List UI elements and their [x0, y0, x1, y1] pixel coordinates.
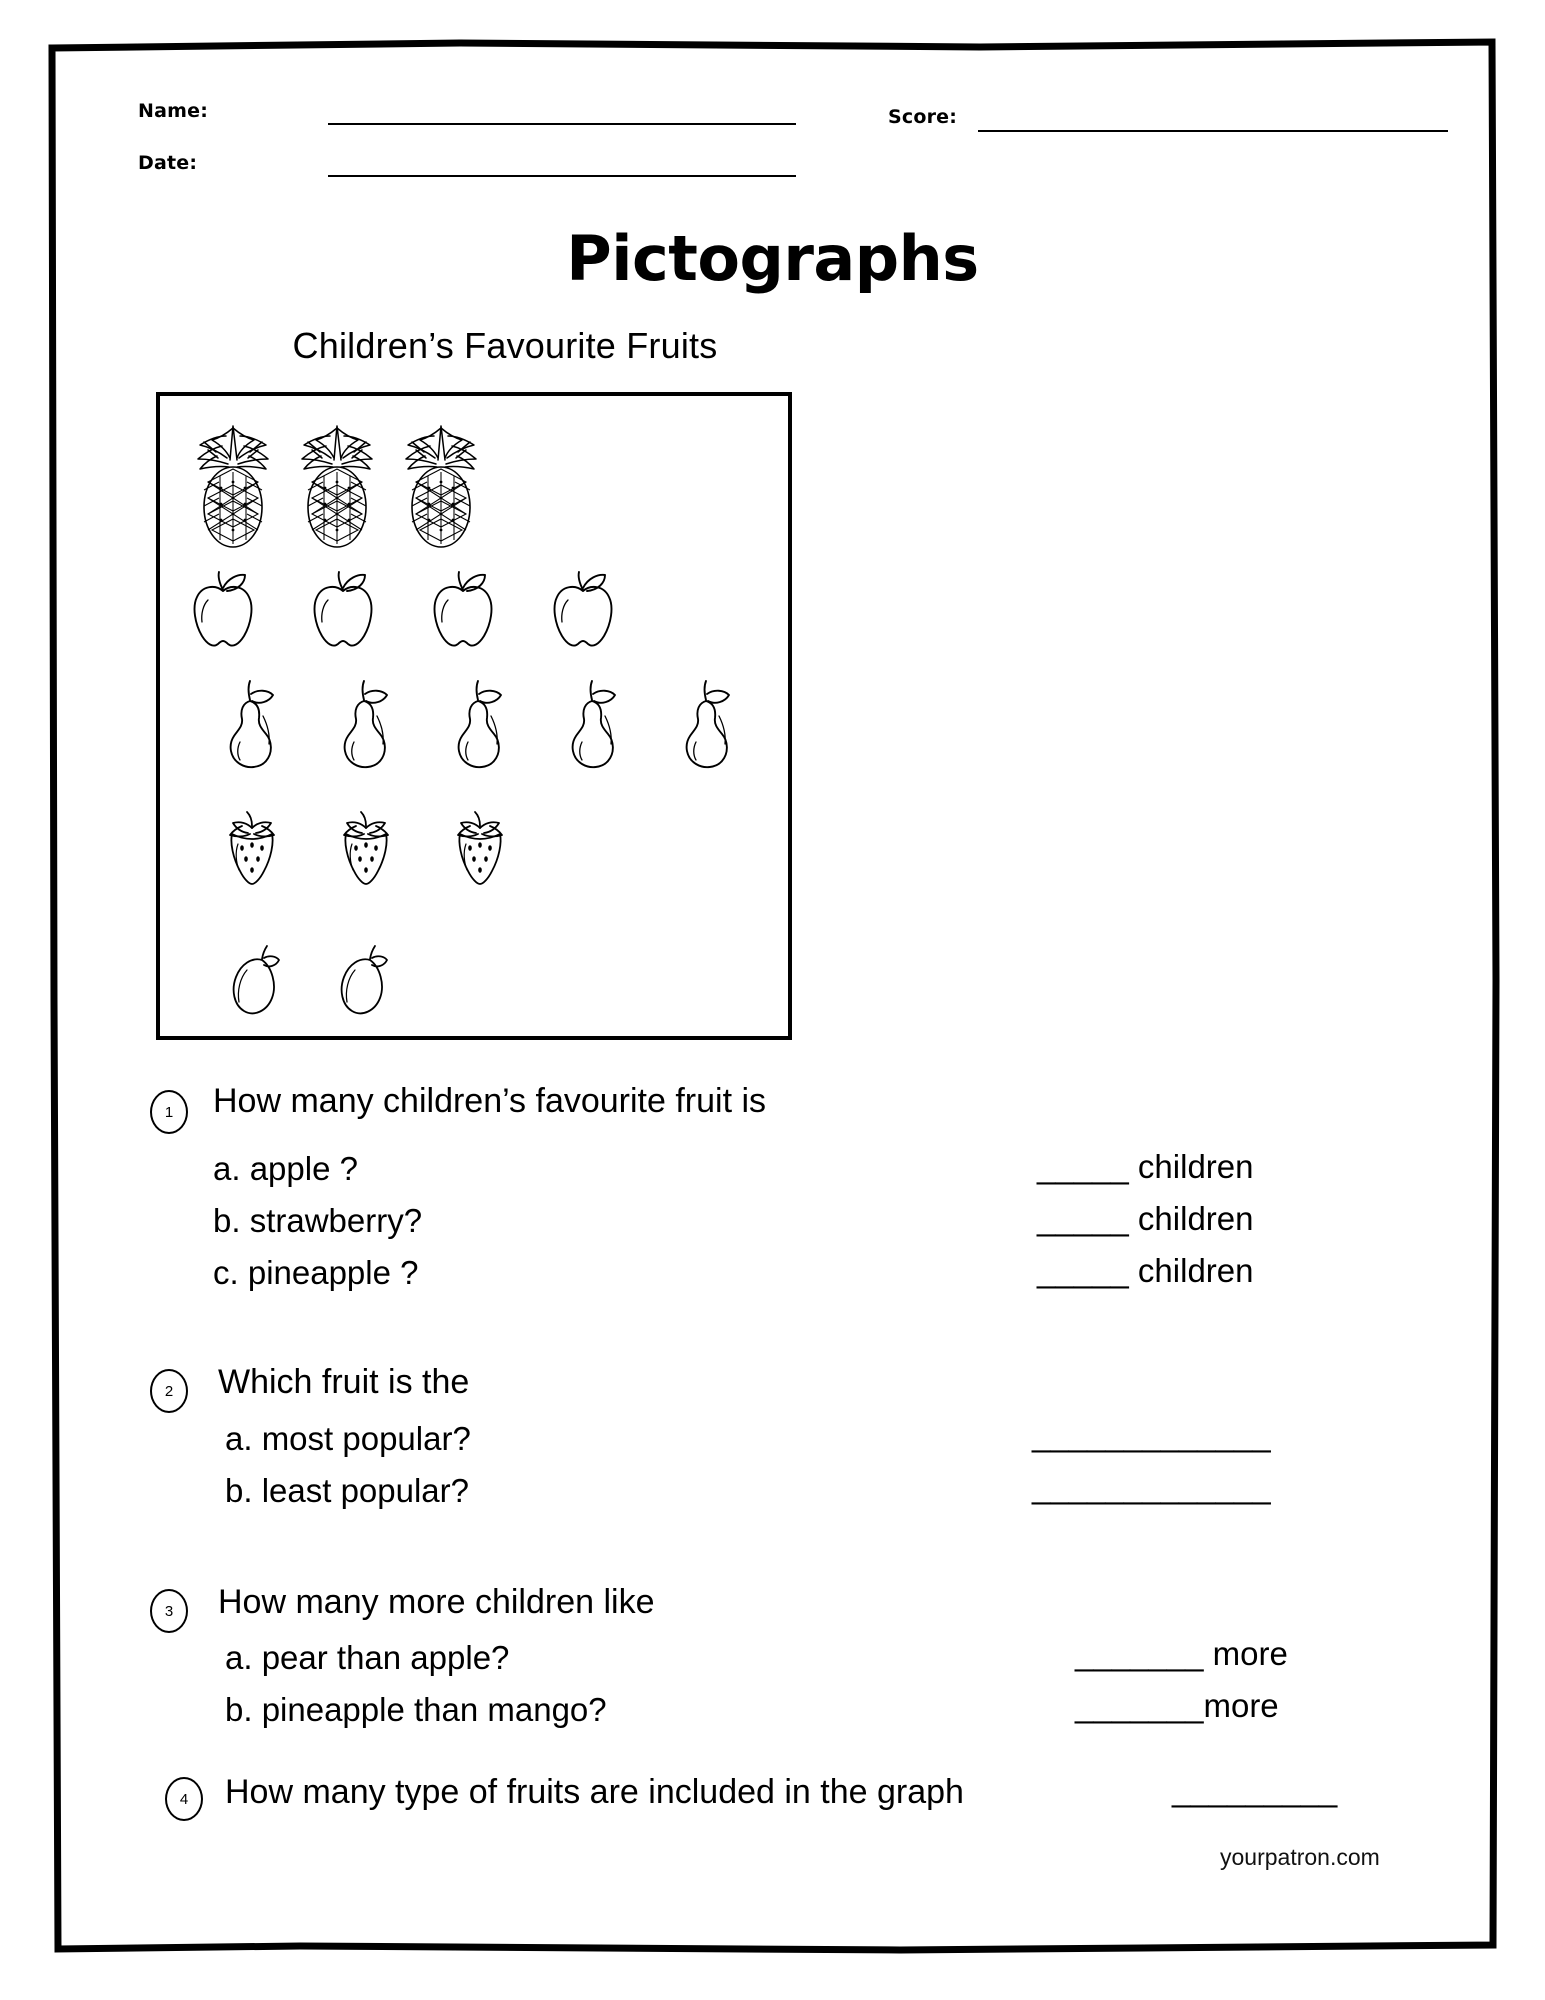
- date-input-line[interactable]: [328, 175, 796, 177]
- mango-icon: [222, 941, 288, 1021]
- question-3-part-a-label: a. pear than apple?: [225, 1639, 510, 1676]
- question-3-part-b-label: b. pineapple than mango?: [225, 1691, 607, 1728]
- name-label: Name:: [138, 100, 209, 122]
- pineapple-icon: [186, 412, 280, 552]
- question-3-part-b-answer-blank[interactable]: _______more: [1075, 1687, 1279, 1724]
- pineapple-icon: [394, 412, 488, 552]
- pear-icon: [558, 674, 630, 774]
- apple-icon: [302, 564, 384, 656]
- apple-icon: [422, 564, 504, 656]
- pictograph-chart: [156, 392, 792, 1040]
- pictograph-row-pineapple: [186, 412, 488, 552]
- strawberry-icon: [444, 806, 516, 898]
- name-input-line[interactable]: [328, 123, 796, 125]
- question-4-answer-blank[interactable]: _________: [1172, 1771, 1338, 1808]
- question-4-stem: How many type of fruits are included in the graph: [225, 1773, 964, 1811]
- pictograph-row-pear: [216, 674, 744, 774]
- pear-icon: [216, 674, 288, 774]
- mango-icon: [330, 941, 396, 1021]
- pineapple-icon: [290, 412, 384, 552]
- score-label: Score:: [888, 106, 958, 128]
- question-3-part-a-answer-blank[interactable]: _______ more: [1075, 1635, 1288, 1672]
- footer-credit: yourpatron.com: [1220, 1844, 1380, 1870]
- pictograph-row-mango: [222, 941, 396, 1021]
- question-1-part-b-label: b. strawberry?: [213, 1202, 423, 1239]
- score-input-line[interactable]: [978, 130, 1448, 132]
- worksheet-header: [0, 0, 1545, 180]
- question-1-part-b-answer-blank[interactable]: _____ children: [1037, 1200, 1254, 1237]
- strawberry-icon: [216, 806, 288, 898]
- pictograph-row-strawberry: [216, 806, 516, 898]
- question-1-stem: How many children’s favourite fruit is: [213, 1082, 767, 1120]
- date-label: Date:: [138, 152, 198, 174]
- question-3-stem: How many more children like: [218, 1583, 655, 1621]
- question-1-part-a-label: a. apple ?: [213, 1150, 358, 1187]
- question-1-part-c-answer-blank[interactable]: _____ children: [1037, 1252, 1254, 1289]
- question-2-stem: Which fruit is the: [218, 1363, 470, 1401]
- pear-icon: [330, 674, 402, 774]
- strawberry-icon: [330, 806, 402, 898]
- question-1-part-c-label: c. pineapple ?: [213, 1254, 419, 1291]
- question-2-part-b-answer-blank[interactable]: _____________: [1032, 1468, 1271, 1505]
- pear-icon: [444, 674, 516, 774]
- apple-icon: [542, 564, 624, 656]
- question-2-part-a-label: a. most popular?: [225, 1420, 471, 1457]
- pear-icon: [672, 674, 744, 774]
- question-2-part-b-label: b. least popular?: [225, 1472, 470, 1509]
- apple-icon: [182, 564, 264, 656]
- page-title: Pictographs: [566, 222, 979, 295]
- question-2-number: 2: [150, 1369, 188, 1413]
- question-1-number: 1: [150, 1090, 188, 1134]
- question-3-number: 3: [150, 1589, 188, 1633]
- page-subtitle: Children’s Favourite Fruits: [292, 325, 718, 366]
- pictograph-row-apple: [182, 564, 624, 656]
- question-1-part-a-answer-blank[interactable]: _____ children: [1037, 1148, 1254, 1185]
- question-4-number: 4: [165, 1777, 203, 1821]
- question-2-part-a-answer-blank[interactable]: _____________: [1032, 1416, 1271, 1453]
